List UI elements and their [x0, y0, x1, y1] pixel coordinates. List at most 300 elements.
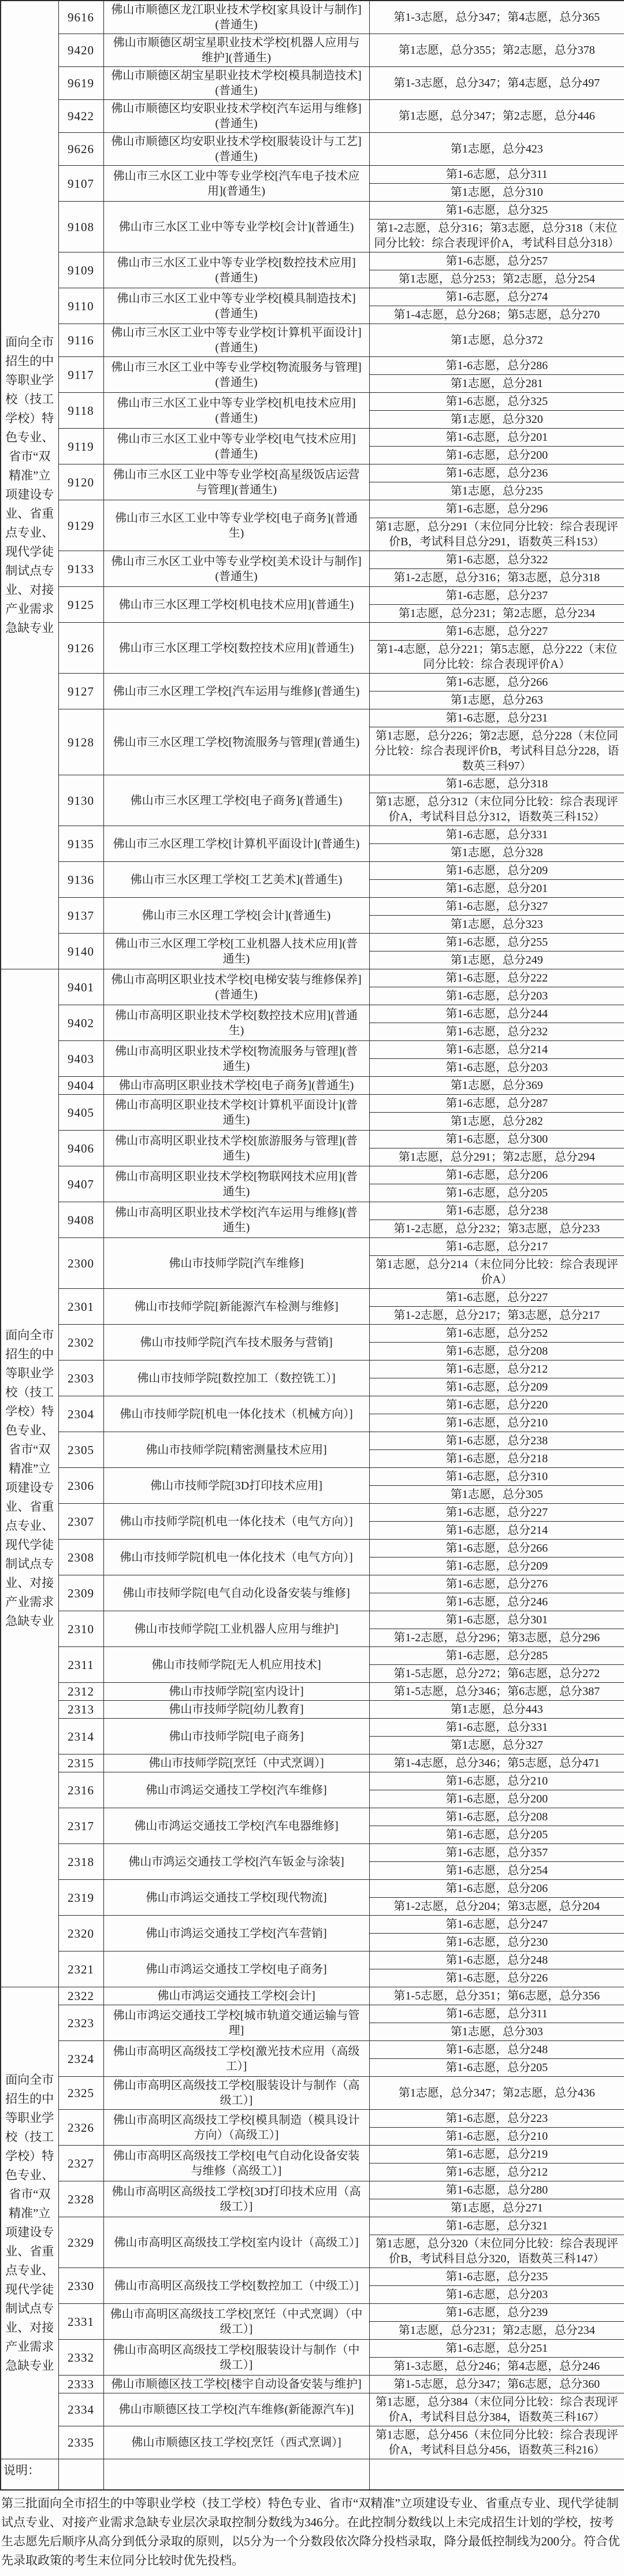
- score-line-cell: 第1-6志愿，总分331: [369, 1719, 624, 1737]
- table-row: [1, 202, 624, 220]
- school-major-cell: 佛山市三水区工业中等专业学校[模具制造技术](普通生): [103, 288, 369, 324]
- score-line-cell: 第1志愿，总分423: [369, 133, 624, 166]
- score-line-cell: 第1-6志愿，总分247: [369, 1916, 624, 1934]
- school-major-cell: 佛山市高明区高级技工学校[服装设计与制作（高级工）]: [103, 2077, 369, 2110]
- score-line-cell: 第1志愿，总分281: [369, 375, 624, 393]
- score-line-cell: 第1-3志愿，总分347；第4志愿，总分365: [369, 1, 624, 34]
- school-code-cell: 2316: [58, 1772, 103, 1808]
- school-code-cell: 2333: [58, 2376, 103, 2393]
- school-code-cell: 9130: [58, 775, 103, 826]
- score-line-cell: 第1-6志愿，总分214: [369, 1041, 624, 1059]
- school-code-cell: 9422: [58, 100, 103, 133]
- school-major-cell: 佛山市技师学院[电子商务]: [103, 1719, 369, 1754]
- table-row: [1, 1077, 624, 1095]
- school-major-cell: 佛山市三水区理工学校[会计](普通生): [103, 898, 369, 934]
- school-major-cell: 佛山市顺德区胡宝星职业技术学校[模具制造技术](普通生): [103, 67, 369, 100]
- school-major-cell: 佛山市顺德区龙江职业技术学校[家具设计与制作](普通生): [103, 1, 369, 34]
- school-major-cell: 佛山市三水区工业中等专业学校[会计](普通生): [103, 202, 369, 252]
- score-line-cell: 第1-6志愿，总分251: [369, 2340, 624, 2358]
- table-row: [1, 1540, 624, 1558]
- score-line-cell: 第1-6志愿，总分208: [369, 1343, 624, 1361]
- score-line-cell: 第1-6志愿，总分357: [369, 1844, 624, 1862]
- school-code-cell: 2334: [58, 2393, 103, 2426]
- score-line-cell: 第1-5志愿，总分272；第6志愿，总分272: [369, 1665, 624, 1683]
- school-code-cell: 2315: [58, 1754, 103, 1772]
- school-major-cell: 佛山市高明区高级技工学校[室内设计（高级工）]: [103, 2217, 369, 2268]
- school-major-cell: 佛山市三水区理工学校[电子商务](普通生): [103, 775, 369, 826]
- score-line-cell: 第1志愿，总分303: [369, 2023, 624, 2041]
- score-line-cell: 第1-6志愿，总分200: [369, 1790, 624, 1808]
- score-line-cell: 第1-6志愿，总分238: [369, 1202, 624, 1220]
- school-major-cell: 佛山市三水区理工学校[工业机器人技术应用](普通生): [103, 934, 369, 969]
- score-line-cell: 第1志愿，总分310: [369, 184, 624, 202]
- score-line-cell: 第1-6志愿，总分210: [369, 1414, 624, 1432]
- table-row: [1, 1504, 624, 1522]
- note-empty-cell: [369, 2459, 624, 2490]
- table-row: [1, 674, 624, 692]
- score-line-cell: 第1志愿，总分231；第2志愿，总分234: [369, 2322, 624, 2340]
- school-major-cell: 佛山市高明区职业技术学校[电梯安装与维修保养](普通生): [103, 969, 369, 1005]
- school-code-cell: 2314: [58, 1719, 103, 1754]
- note-row: [1, 2459, 624, 2490]
- school-major-cell: 佛山市三水区理工学校[工艺美术](普通生): [103, 862, 369, 898]
- score-line-cell: 第1志愿，总分291；第2志愿，总分294: [369, 1148, 624, 1166]
- table-row: [1, 34, 624, 67]
- score-line-cell: 第1-6志愿，总分201: [369, 880, 624, 898]
- school-major-cell: 佛山市技师学院[3D打印技术应用]: [103, 1468, 369, 1504]
- school-major-cell: 佛山市鸿运交通技工学校[会计]: [103, 1987, 369, 2005]
- score-line-cell: 第1-4志愿，总分268；第5志愿，总分270: [369, 306, 624, 324]
- school-major-cell: 佛山市技师学院[数控加工（数控铣工）]: [103, 1361, 369, 1396]
- school-code-cell: 9407: [58, 1166, 103, 1202]
- school-major-cell: 佛山市三水区工业中等专业学校[电气技术应用](普通生): [103, 429, 369, 464]
- school-major-cell: 佛山市高明区职业技术学校[物流服务与管理](普通生): [103, 1041, 369, 1077]
- score-line-cell: 第1-2志愿，总分316；第3志愿，总分318: [369, 569, 624, 587]
- school-code-cell: 9125: [58, 587, 103, 623]
- score-line-cell: 第1-6志愿，总分239: [369, 2304, 624, 2322]
- table-row: [1, 500, 624, 518]
- school-code-cell: 9401: [58, 969, 103, 1005]
- school-code-cell: 2310: [58, 1611, 103, 1647]
- table-row: [1, 775, 624, 793]
- table-row: [1, 2005, 624, 2023]
- school-code-cell: 2312: [58, 1683, 103, 1701]
- school-code-cell: 2303: [58, 1361, 103, 1396]
- score-line-cell: 第1志愿，总分323: [369, 916, 624, 934]
- school-major-cell: 佛山市顺德区胡宝星职业技术学校[机器人应用与维护](普通生): [103, 34, 369, 67]
- school-major-cell: 佛山市技师学院[机电一体化技术（电气方向）]: [103, 1540, 369, 1575]
- table-row: [1, 2041, 624, 2059]
- table-row: [1, 2110, 624, 2128]
- score-line-cell: 第1-6志愿，总分238: [369, 1432, 624, 1450]
- score-line-cell: 第1志愿，总分305: [369, 1486, 624, 1504]
- school-code-cell: 2325: [58, 2077, 103, 2110]
- school-code-cell: 9129: [58, 500, 103, 551]
- score-line-cell: 第1志愿，总分235: [369, 482, 624, 500]
- score-line-cell: 第1志愿，总分249: [369, 951, 624, 969]
- score-line-cell: 第1-6志愿，总分209: [369, 1558, 624, 1575]
- score-line-cell: 第1-6志愿，总分331: [369, 826, 624, 844]
- school-major-cell: 佛山市高明区高级技工学校[3D打印技术应用（高级工）]: [103, 2181, 369, 2217]
- school-code-cell: 9108: [58, 202, 103, 252]
- score-line-cell: 第1-6志愿，总分220: [369, 1396, 624, 1414]
- table-row: [1, 1095, 624, 1113]
- school-code-cell: 9626: [58, 133, 103, 166]
- school-code-cell: 2323: [58, 2005, 103, 2041]
- table-row: [1, 357, 624, 375]
- school-major-cell: 佛山市三水区工业中等专业学校[汽车电子技术应用](普通生): [103, 166, 369, 202]
- school-code-cell: 2326: [58, 2110, 103, 2146]
- school-major-cell: 佛山市三水区工业中等专业学校[数控技术应用](普通生): [103, 252, 369, 288]
- school-major-cell: 佛山市高明区职业技术学校[物联网技术应用](普通生): [103, 1166, 369, 1202]
- school-code-cell: 2331: [58, 2304, 103, 2340]
- school-major-cell: 佛山市高明区职业技术学校[电子商务](普通生): [103, 1077, 369, 1095]
- school-code-cell: 2320: [58, 1916, 103, 1951]
- score-line-cell: 第1-6志愿，总分210: [369, 1772, 624, 1790]
- school-major-cell: 佛山市技师学院[室内设计]: [103, 1683, 369, 1701]
- school-major-cell: 佛山市高明区高级技工学校[激光技术应用（高级工）]: [103, 2041, 369, 2077]
- score-line-cell: 第1志愿，总分231；第2志愿，总分234: [369, 605, 624, 623]
- school-major-cell: 佛山市鸿运交通技工学校[电子商务]: [103, 1951, 369, 1987]
- table-row: [1, 1683, 624, 1701]
- school-code-cell: 2302: [58, 1325, 103, 1361]
- score-line-cell: 第1志愿，总分214（末位同分比较：综合表现评价A）: [369, 1256, 624, 1289]
- school-code-cell: 9126: [58, 623, 103, 674]
- score-line-cell: 第1-2志愿，总分204；第3志愿，总分204: [369, 1898, 624, 1916]
- score-line-cell: 第1志愿，总分226；第2志愿，总分228（末位同分比较：综合表现评价B，考试科目总分228，语数英三科97）: [369, 727, 624, 775]
- school-major-cell: 佛山市三水区工业中等专业学校[物流服务与管理](普通生): [103, 357, 369, 393]
- school-code-cell: 2305: [58, 1432, 103, 1468]
- score-line-cell: 第1-6志愿，总分205: [369, 1826, 624, 1844]
- score-line-cell: 第1-6志愿，总分285: [369, 1647, 624, 1665]
- school-major-cell: 佛山市高明区职业技术学校[旅游服务与管理](普通生): [103, 1131, 369, 1166]
- school-code-cell: 9404: [58, 1077, 103, 1095]
- school-code-cell: 2328: [58, 2181, 103, 2217]
- score-line-cell: 第1志愿，总分328: [369, 844, 624, 862]
- score-line-cell: 第1-6志愿，总分276: [369, 1575, 624, 1593]
- score-line-cell: 第1志愿，总分347；第2志愿，总分446: [369, 100, 624, 133]
- school-code-cell: 9128: [58, 709, 103, 775]
- school-code-cell: 2307: [58, 1504, 103, 1540]
- score-line-cell: 第1-6志愿，总分274: [369, 288, 624, 306]
- score-line-cell: 第1-6志愿，总分310: [369, 1468, 624, 1486]
- table-row: [1, 324, 624, 357]
- school-major-cell: 佛山市三水区工业中等专业学校[电子商务](普通生): [103, 500, 369, 551]
- score-line-cell: 第1-6志愿，总分257: [369, 252, 624, 270]
- school-major-cell: 佛山市高明区高级技工学校[电气自动化设备安装与维修（高级工）]: [103, 2146, 369, 2181]
- school-major-cell: 佛山市技师学院[机电一体化技术（机械方向）]: [103, 1396, 369, 1432]
- school-code-cell: 9127: [58, 674, 103, 709]
- school-code-cell: 2304: [58, 1396, 103, 1432]
- table-row: [1, 2393, 624, 2426]
- school-code-cell: 9135: [58, 826, 103, 862]
- school-code-cell: 9406: [58, 1131, 103, 1166]
- score-line-cell: 第1-6志愿，总分300: [369, 1131, 624, 1148]
- score-line-cell: 第1志愿，总分320: [369, 411, 624, 429]
- score-line-cell: 第1志愿，总分369: [369, 1077, 624, 1095]
- score-line-cell: 第1-6志愿，总分205: [369, 1184, 624, 1202]
- school-code-cell: 9408: [58, 1202, 103, 1238]
- school-code-cell: 9116: [58, 324, 103, 357]
- school-code-cell: 9403: [58, 1041, 103, 1077]
- table-row: [1, 252, 624, 270]
- school-code-cell: 9120: [58, 464, 103, 500]
- score-line-cell: 第1-6志愿，总分230: [369, 1934, 624, 1951]
- table-row: [1, 1951, 624, 1969]
- table-row: [1, 2426, 624, 2459]
- school-code-cell: 9110: [58, 288, 103, 324]
- school-major-cell: 佛山市顺德区技工学校[楼宇自动设备安装与维护]: [103, 2376, 369, 2393]
- table-row: [1, 1131, 624, 1148]
- score-line-cell: 第1-6志愿，总分227: [369, 623, 624, 641]
- table-row: [1, 100, 624, 133]
- table-row: [1, 1202, 624, 1220]
- school-code-cell: 2318: [58, 1844, 103, 1880]
- score-line-cell: 第1-6志愿，总分212: [369, 1361, 624, 1378]
- score-line-cell: 第1-6志愿，总分203: [369, 987, 624, 1005]
- school-major-cell: 佛山市鸿运交通技工学校[汽车营销]: [103, 1916, 369, 1951]
- score-line-cell: 第1-6志愿，总分311: [369, 2005, 624, 2023]
- score-line-cell: 第1-6志愿，总分206: [369, 1880, 624, 1898]
- table-row: [1, 2376, 624, 2393]
- school-major-cell: 佛山市顺德区均安职业技术学校[服装设计与工艺](普通生): [103, 133, 369, 166]
- score-line-cell: 第1-6志愿，总分200: [369, 447, 624, 464]
- score-line-cell: 第1-6志愿，总分219: [369, 2146, 624, 2164]
- school-major-cell: 佛山市高明区职业技术学校[汽车运用与维修](普通生): [103, 1202, 369, 1238]
- table-row: [1, 709, 624, 727]
- score-line-cell: 第1志愿，总分456（末位同分比较：综合表现评价A，考试科目总分456，语数英三科216）: [369, 2426, 624, 2459]
- school-code-cell: 9420: [58, 34, 103, 67]
- school-code-cell: 9137: [58, 898, 103, 934]
- school-code-cell: 2321: [58, 1951, 103, 1987]
- footer-note-paragraph: 第三批面向全市招生的中等职业学校（技工学校）特色专业、省市“双精准”立项建设专业、省重点专业、现代学徒制试点专业、对接产业需求急缺专业层次录取控制分数线为346分。在此控制分数线以上未完成招生计划的学校，按考生志愿先后顺序从高分到低分录取的原则，以5分为一个分数段依次降分投档录取，降分最低控制线为200分。符合优先录取政策的考生末位同分比较时优先投档。: [1, 2496, 620, 2567]
- school-major-cell: 佛山市三水区理工学校[机电技术应用](普通生): [103, 587, 369, 623]
- table-row: [1, 429, 624, 447]
- table-row: [1, 1575, 624, 1593]
- score-line-cell: 第1-6志愿，总分232: [369, 1023, 624, 1041]
- school-code-cell: 2327: [58, 2146, 103, 2181]
- school-code-cell: 2324: [58, 2041, 103, 2077]
- score-line-cell: 第1-6志愿，总分231: [369, 709, 624, 727]
- score-line-cell: 第1-6志愿，总分325: [369, 393, 624, 411]
- table-row: [1, 1611, 624, 1629]
- school-code-cell: 2330: [58, 2268, 103, 2304]
- school-code-cell: 9133: [58, 551, 103, 587]
- school-major-cell: 佛山市顺德区技工学校[烹饪（西式烹调）]: [103, 2426, 369, 2459]
- school-major-cell: 佛山市高明区高级技工学校[服装设计与制作（中级工）]: [103, 2340, 369, 2376]
- table-row: [1, 1325, 624, 1343]
- score-line-cell: 第1-6志愿，总分244: [369, 1005, 624, 1023]
- score-line-cell: 第1-6志愿，总分206: [369, 1166, 624, 1184]
- school-major-cell: 佛山市三水区理工学校[汽车运用与维修](普通生): [103, 674, 369, 709]
- school-code-cell: 9118: [58, 393, 103, 429]
- score-line-cell: 第1-6志愿，总分212: [369, 2164, 624, 2181]
- score-line-cell: 第1-6志愿，总分246: [369, 1593, 624, 1611]
- score-line-cell: 第1-2志愿，总分217；第3志愿，总分217: [369, 1307, 624, 1325]
- score-line-cell: 第1-6志愿，总分301: [369, 1611, 624, 1629]
- school-major-cell: 佛山市鸿运交通技工学校[现代物流]: [103, 1880, 369, 1916]
- score-line-cell: 第1-2志愿，总分316；第3志愿，总分318（末位同分比较：综合表现评价A，考试科目总分318）: [369, 220, 624, 252]
- table-row: [1, 1166, 624, 1184]
- score-line-cell: 第1-6志愿，总分252: [369, 1325, 624, 1343]
- score-line-cell: 第1-4志愿，总分221；第5志愿，总分222（末位同分比较：综合表现评价A）: [369, 641, 624, 674]
- school-major-cell: 佛山市高明区高级技工学校[烹饪（中式烹调）（中级工）]: [103, 2304, 369, 2340]
- table-row: [1, 1041, 624, 1059]
- school-major-cell: 佛山市技师学院[精密测量技术应用]: [103, 1432, 369, 1468]
- school-code-cell: 9140: [58, 934, 103, 969]
- school-major-cell: 佛山市高明区高级技工学校[模具制造（模具设计方向）（高级工）]: [103, 2110, 369, 2146]
- score-line-cell: 第1志愿，总分347；第2志愿，总分436: [369, 2077, 624, 2110]
- table-row: [1, 587, 624, 605]
- school-major-cell: 佛山市三水区工业中等专业学校[高星级饭店运营与管理](普通生): [103, 464, 369, 500]
- score-line-cell: 第1-2志愿，总分296；第3志愿，总分296: [369, 1629, 624, 1647]
- table-row: [1, 1880, 624, 1898]
- score-line-cell: 第1-6志愿，总分209: [369, 862, 624, 880]
- table-row: [1, 1772, 624, 1790]
- score-line-cell: 第1-6志愿，总分227: [369, 1504, 624, 1522]
- score-line-cell: 第1-5志愿，总分347；第6志愿，总分360: [369, 2376, 624, 2393]
- score-line-cell: 第1-6志愿，总分227: [369, 1289, 624, 1307]
- school-major-cell: 佛山市三水区理工学校[计算机平面设计](普通生): [103, 826, 369, 862]
- score-line-cell: 第1-6志愿，总分280: [369, 2181, 624, 2199]
- school-major-cell: 佛山市三水区理工学校[物流服务与管理](普通生): [103, 709, 369, 775]
- score-line-cell: 第1-6志愿，总分296: [369, 500, 624, 518]
- score-line-cell: 第1-6志愿，总分325: [369, 202, 624, 220]
- school-major-cell: 佛山市技师学院[机电一体化技术（电气方向）]: [103, 1504, 369, 1540]
- table-row: [1, 1468, 624, 1486]
- score-line-cell: 第1志愿，总分282: [369, 1113, 624, 1131]
- table-row: [1, 1432, 624, 1450]
- school-code-cell: 2311: [58, 1647, 103, 1683]
- table-row: [1, 2340, 624, 2358]
- score-line-cell: 第1志愿，总分320（末位同分比较：综合表现评价B，考试科目总分320，语数英三科147）: [369, 2235, 624, 2268]
- note-label-cell: 说明：: [1, 2459, 58, 2490]
- table-row: [1, 551, 624, 569]
- score-line-cell: 第1-6志愿，总分286: [369, 357, 624, 375]
- table-row: [1, 67, 624, 100]
- school-major-cell: 佛山市技师学院[无人机应用技术]: [103, 1647, 369, 1683]
- school-code-cell: 9402: [58, 1005, 103, 1041]
- score-line-cell: 第1-6志愿，总分218: [369, 1450, 624, 1468]
- school-code-cell: 2313: [58, 1701, 103, 1719]
- score-line-cell: 第1-5志愿，总分351；第6志愿，总分356: [369, 1987, 624, 2005]
- table-row: [1, 1005, 624, 1023]
- table-row: [1, 166, 624, 184]
- school-code-cell: 9119: [58, 429, 103, 464]
- score-line-cell: 第1-6志愿，总分209: [369, 1378, 624, 1396]
- table-row: [1, 1719, 624, 1737]
- table-row: [1, 1808, 624, 1826]
- category-cell: 面向全市招生的中等职业学校（技工学校）特色专业、省市“双精准”立项建设专业、省重点专业、现代学徒制试点专业、对接产业需求急缺专业: [1, 1, 58, 969]
- school-major-cell: 佛山市高明区高级技工学校[数控加工（中级工）]: [103, 2268, 369, 2304]
- score-line-cell: 第1-2志愿，总分232；第3志愿，总分233: [369, 1220, 624, 1238]
- score-line-cell: 第1-6志愿，总分235: [369, 2268, 624, 2286]
- score-line-cell: 第1-6志愿，总分222: [369, 969, 624, 987]
- score-line-cell: 第1-6志愿，总分321: [369, 2217, 624, 2235]
- table-row: [1, 826, 624, 844]
- school-code-cell: 2317: [58, 1808, 103, 1844]
- school-major-cell: 佛山市技师学院[汽车维修]: [103, 1238, 369, 1289]
- school-code-cell: 9405: [58, 1095, 103, 1131]
- table-body: [1, 1, 624, 2459]
- school-code-cell: 2308: [58, 1540, 103, 1575]
- school-major-cell: 佛山市三水区工业中等专业学校[美术设计与制作](普通生): [103, 551, 369, 587]
- school-major-cell: 佛山市高明区职业技术学校[数控技术应用](普通生): [103, 1005, 369, 1041]
- table-row: [1, 1396, 624, 1414]
- score-line-cell: 第1志愿，总分443: [369, 1701, 624, 1719]
- school-major-cell: 佛山市三水区工业中等专业学校[机电技术应用](普通生): [103, 393, 369, 429]
- table-row: [1, 2304, 624, 2322]
- school-code-cell: 2322: [58, 1987, 103, 2005]
- score-line-cell: 第1志愿，总分291（末位同分比较：综合表现评价B，考试科目总分291，语数英三科153）: [369, 518, 624, 551]
- table-row: [1, 393, 624, 411]
- score-line-cell: 第1-6志愿，总分223: [369, 2110, 624, 2128]
- score-line-cell: 第1-6志愿，总分255: [369, 934, 624, 951]
- school-major-cell: 佛山市顺德区均安职业技术学校[汽车运用与维修](普通生): [103, 100, 369, 133]
- score-line-cell: 第1-6志愿，总分201: [369, 429, 624, 447]
- score-line-cell: 第1-6志愿，总分311: [369, 166, 624, 184]
- score-line-cell: 第1-6志愿，总分217: [369, 1238, 624, 1256]
- category-cell: 面向全市招生的中等职业学校（技工学校）特色专业、省市“双精准”立项建设专业、省重点专业、现代学徒制试点专业、对接产业需求急缺专业: [1, 969, 58, 1987]
- score-line-cell: 第1-6志愿，总分208: [369, 1808, 624, 1826]
- table-row: [1, 1289, 624, 1307]
- table-row: [1, 1754, 624, 1772]
- school-major-cell: 佛山市技师学院[烹饪（中式烹调）]: [103, 1754, 369, 1772]
- score-line-cell: 第1志愿，总分384（末位同分比较：综合表现评价A，考试科目总分384，语数英三科167）: [369, 2393, 624, 2426]
- score-line-cell: 第1-6志愿，总分210: [369, 2128, 624, 2146]
- table-row: [1, 288, 624, 306]
- score-line-cell: 第1志愿，总分253；第2志愿，总分254: [369, 270, 624, 288]
- school-major-cell: 佛山市技师学院[汽车技术服务与营销]: [103, 1325, 369, 1361]
- school-code-cell: 9136: [58, 862, 103, 898]
- score-line-cell: 第1-6志愿，总分205: [369, 2059, 624, 2077]
- school-major-cell: 佛山市技师学院[新能源汽车检测与维修]: [103, 1289, 369, 1325]
- category-cell: 面向全市招生的中等职业学校（技工学校）特色专业、省市“双精准”立项建设专业、省重点专业、现代学徒制试点专业、对接产业需求急缺专业: [1, 1987, 58, 2459]
- note-row-section: [1, 2459, 624, 2490]
- note-empty-cell: [58, 2459, 103, 2490]
- school-major-cell: 佛山市鸿运交通技工学校[汽车电器维修]: [103, 1808, 369, 1844]
- school-major-cell: 佛山市顺德区技工学校[汽车维修(新能源汽车)]: [103, 2393, 369, 2426]
- table-row: [1, 1238, 624, 1256]
- score-line-cell: 第1-4志愿，总分346；第5志愿，总分471: [369, 1754, 624, 1772]
- score-line-cell: 第1志愿，总分271: [369, 2199, 624, 2217]
- school-code-cell: 2335: [58, 2426, 103, 2459]
- school-major-cell: 佛山市鸿运交通技工学校[汽车钣金与涂装]: [103, 1844, 369, 1880]
- score-line-cell: 第1-6志愿，总分226: [369, 1969, 624, 1987]
- score-line-cell: 第1志愿，总分263: [369, 692, 624, 709]
- table-row: [1, 1987, 624, 2005]
- school-code-cell: 2329: [58, 2217, 103, 2268]
- score-line-cell: 第1志愿，总分372: [369, 324, 624, 357]
- table-row: [1, 464, 624, 482]
- school-major-cell: 佛山市高明区职业技术学校[计算机平面设计](普通生): [103, 1095, 369, 1131]
- school-major-cell: 佛山市三水区工业中等专业学校[计算机平面设计](普通生): [103, 324, 369, 357]
- school-code-cell: 2332: [58, 2340, 103, 2376]
- school-code-cell: 9616: [58, 1, 103, 34]
- score-line-cell: 第1-6志愿，总分266: [369, 674, 624, 692]
- school-code-cell: 2309: [58, 1575, 103, 1611]
- score-line-cell: 第1-6志愿，总分248: [369, 1951, 624, 1969]
- school-major-cell: 佛山市鸿运交通技工学校[城市轨道交通运输与管理]: [103, 2005, 369, 2041]
- table-row: [1, 1361, 624, 1378]
- score-line-cell: 第1-6志愿，总分254: [369, 1862, 624, 1880]
- score-line-cell: 第1-6志愿，总分203: [369, 2286, 624, 2304]
- school-code-cell: 9107: [58, 166, 103, 202]
- school-major-cell: 佛山市鸿运交通技工学校[汽车维修]: [103, 1772, 369, 1808]
- score-line-cell: 第1-6志愿，总分203: [369, 1059, 624, 1077]
- score-line-cell: 第1-3志愿，总分347；第4志愿，总分497: [369, 67, 624, 100]
- score-line-cell: 第1-6志愿，总分318: [369, 775, 624, 793]
